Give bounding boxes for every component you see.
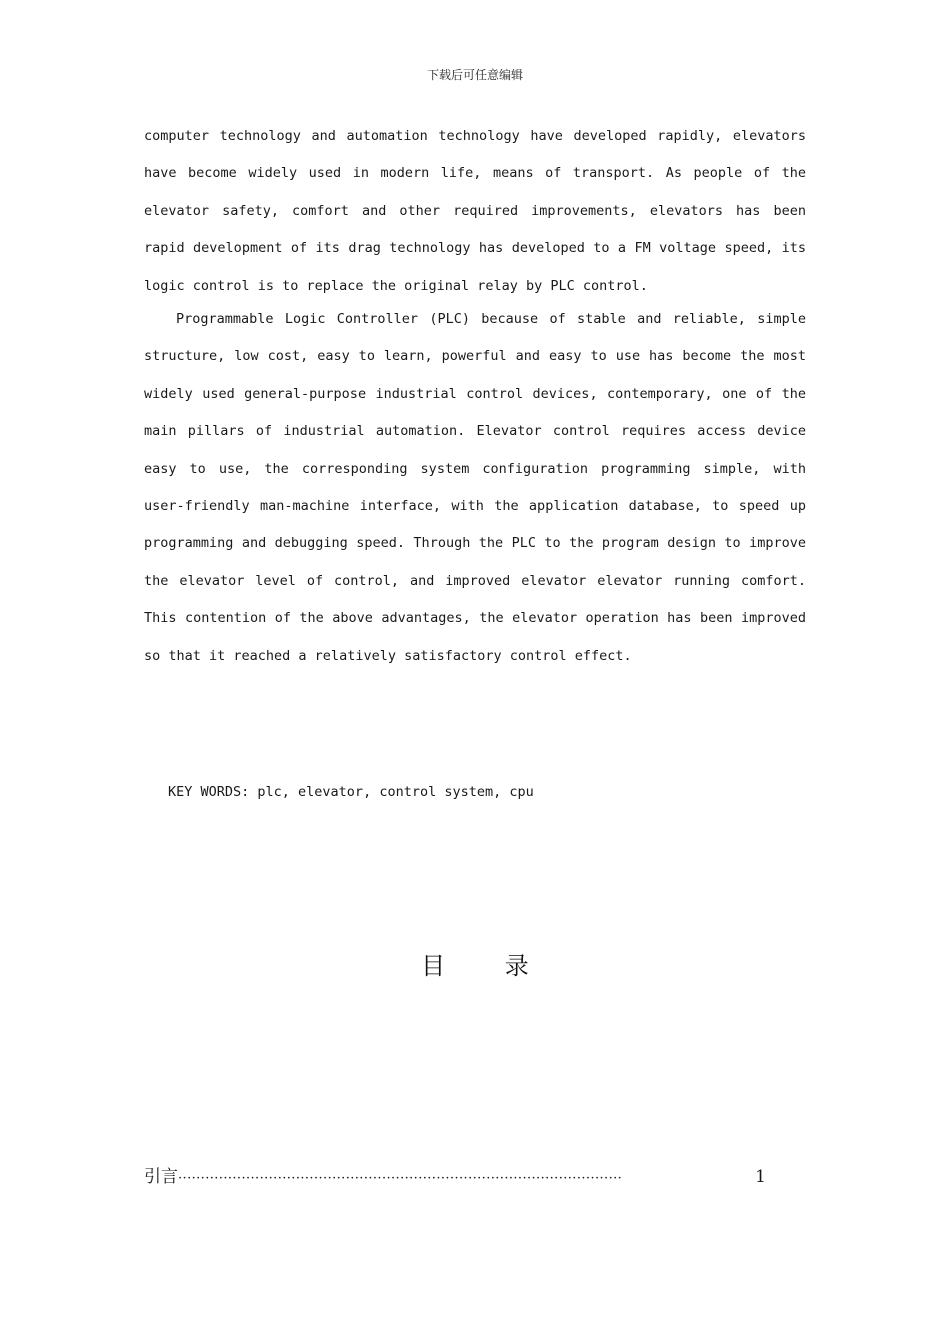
toc-entry-page-number: 1 <box>755 1167 766 1187</box>
abstract-paragraph-2-block <box>144 301 806 675</box>
toc-entry[interactable] <box>144 1162 766 1187</box>
toc-entry-leader-dots: ·································································································· <box>178 1171 623 1186</box>
abstract-paragraph-2: Programmable Logic Controller (PLC) because of stable and reliable, simple structure, low cost, easy to learn, powerful and easy to use has become the most widely used general-purpose industrial control devices, contemporary, one of the main pillars of industrial automation. Elevator control requires access device easy to use, the corresponding system configuration programming simple, with user-friendly man-machine interface, with the application database, to speed up programming and debugging speed. Through the PLC to the program design to improve the elevator level of control, and improved elevator elevator running comfort. This contention of the above advantages, the elevator operation has been improved so that it reached a relatively satisfactory control effect. <box>144 311 806 664</box>
page-header: 下载后可任意编辑 <box>426 68 523 82</box>
toc-title: 目 录 <box>421 952 555 980</box>
abstract-paragraph-1-block <box>144 118 806 305</box>
abstract-paragraph-1: computer technology and automation technology have developed rapidly, elevators have become widely used in modern life, means of transport. As people of the elevator safety, comfort and other required improvements, elevators has been rapid development of its drag technology has developed to a FM voltage speed, its logic control is to replace the original relay by PLC control. <box>144 128 806 294</box>
keywords-line: KEY WORDS: plc, elevator, control system, cpu <box>168 784 534 800</box>
toc-entry-label: 引言 <box>144 1167 178 1187</box>
